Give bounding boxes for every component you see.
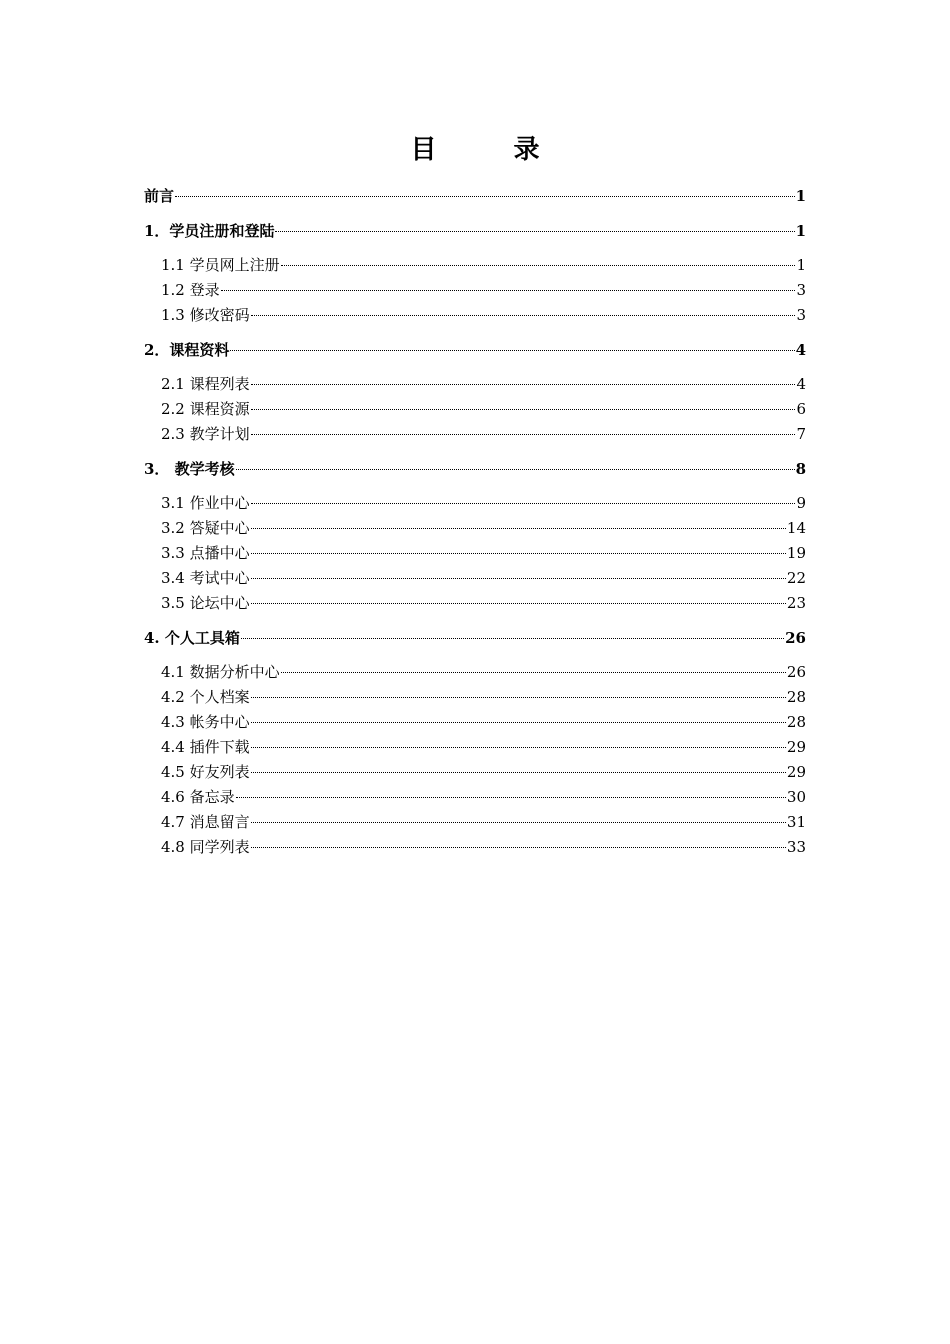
toc-section-entry[interactable]	[144, 710, 806, 735]
toc-entry-label: 3.5 论坛中心	[161, 594, 250, 612]
toc-section-entry[interactable]	[144, 491, 806, 516]
toc-page-number: 26	[786, 663, 806, 681]
dot-leader	[241, 638, 784, 639]
toc-section-entry[interactable]	[144, 835, 806, 860]
dot-leader	[251, 434, 796, 435]
dot-leader	[236, 797, 786, 798]
dot-leader	[251, 578, 786, 579]
dot-leader	[251, 722, 786, 723]
toc-page-number: 29	[786, 763, 806, 781]
dot-leader	[236, 469, 795, 470]
toc-entry-label: 1.2 登录	[161, 281, 220, 299]
toc-page-number: 3	[796, 306, 806, 324]
dot-leader	[221, 290, 796, 291]
toc-entry-label: 1.1 学员网上注册	[161, 256, 280, 274]
dot-leader	[251, 553, 786, 554]
toc-entry-label: 4.8 同学列表	[161, 838, 250, 856]
dot-leader	[251, 822, 786, 823]
dot-leader	[251, 697, 786, 698]
toc-page-number: 30	[786, 788, 806, 806]
toc-page-number: 29	[786, 738, 806, 756]
toc-section-entry[interactable]	[144, 785, 806, 810]
dot-leader	[275, 231, 794, 232]
toc-entry-label: 4. 个人工具箱	[144, 629, 240, 647]
toc-section-entry[interactable]	[144, 278, 806, 303]
toc-section-entry[interactable]	[144, 303, 806, 328]
dot-leader	[230, 350, 794, 351]
toc-page-number: 28	[786, 688, 806, 706]
toc-entry-label: 2.1 课程列表	[161, 375, 250, 393]
toc-entry-label: 1．学员注册和登陆	[144, 222, 275, 240]
toc-page-number: 26	[785, 629, 806, 647]
toc-page-number: 19	[786, 544, 806, 562]
toc-entry-label: 3.2 答疑中心	[161, 519, 250, 537]
dot-leader	[251, 847, 786, 848]
toc-entry-label: 4.3 帐务中心	[161, 713, 250, 731]
table-of-contents	[144, 184, 806, 860]
toc-page-number: 6	[796, 400, 806, 418]
dot-leader	[251, 315, 796, 316]
dot-leader	[251, 747, 786, 748]
toc-entry-label: 4.5 好友列表	[161, 763, 250, 781]
toc-chapter-entry[interactable]	[144, 219, 806, 244]
toc-page-number: 9	[796, 494, 806, 512]
toc-section-entry[interactable]	[144, 397, 806, 422]
toc-page-number: 4	[795, 341, 806, 359]
toc-entry-label: 1.3 修改密码	[161, 306, 250, 324]
toc-entry-label: 前言	[144, 187, 175, 205]
toc-page-number: 23	[786, 594, 806, 612]
toc-entry-label: 4.1 数据分析中心	[161, 663, 280, 681]
toc-section-entry[interactable]	[144, 810, 806, 835]
toc-entry-label: 4.4 插件下载	[161, 738, 250, 756]
toc-entry-label: 4.7 消息留言	[161, 813, 250, 831]
toc-section-entry[interactable]	[144, 566, 806, 591]
toc-page-number: 1	[795, 187, 806, 205]
toc-chapter-entry[interactable]	[144, 338, 806, 363]
dot-leader	[251, 384, 796, 385]
toc-section-entry[interactable]	[144, 660, 806, 685]
dot-leader	[251, 528, 786, 529]
toc-section-entry[interactable]	[144, 253, 806, 278]
dot-leader	[251, 503, 796, 504]
toc-chapter-entry[interactable]	[144, 626, 806, 651]
toc-entry-label: 2．课程资料	[144, 341, 230, 359]
toc-entry-label: 3． 教学考核	[144, 460, 235, 478]
toc-section-entry[interactable]	[144, 735, 806, 760]
dot-leader	[251, 409, 796, 410]
toc-section-entry[interactable]	[144, 422, 806, 447]
toc-entry-label: 2.2 课程资源	[161, 400, 250, 418]
toc-entry-label: 2.3 教学计划	[161, 425, 250, 443]
dot-leader	[175, 196, 795, 197]
toc-chapter-entry[interactable]	[144, 457, 806, 482]
toc-page-number: 1	[795, 222, 806, 240]
toc-section-entry[interactable]	[144, 516, 806, 541]
toc-page-number: 7	[796, 425, 806, 443]
dot-leader	[281, 265, 796, 266]
toc-section-entry[interactable]	[144, 591, 806, 616]
toc-page-number: 31	[786, 813, 806, 831]
toc-page-number: 4	[796, 375, 806, 393]
toc-section-entry[interactable]	[144, 541, 806, 566]
toc-entry-label: 3.3 点播中心	[161, 544, 250, 562]
toc-page-number: 33	[786, 838, 806, 856]
toc-chapter-entry[interactable]	[144, 184, 806, 209]
toc-entry-label: 3.4 考试中心	[161, 569, 250, 587]
toc-entry-label: 4.2 个人档案	[161, 688, 250, 706]
dot-leader	[281, 672, 786, 673]
page-title: 目 录	[410, 135, 574, 165]
toc-section-entry[interactable]	[144, 685, 806, 710]
toc-page-number: 14	[786, 519, 806, 537]
dot-leader	[251, 603, 786, 604]
toc-page-number: 22	[786, 569, 806, 587]
toc-entry-label: 3.1 作业中心	[161, 494, 250, 512]
toc-page-number: 8	[795, 460, 806, 478]
toc-entry-label: 4.6 备忘录	[161, 788, 235, 806]
toc-page-number: 1	[796, 256, 806, 274]
toc-section-entry[interactable]	[144, 372, 806, 397]
toc-section-entry[interactable]	[144, 760, 806, 785]
dot-leader	[251, 772, 786, 773]
toc-page-number: 3	[796, 281, 806, 299]
toc-page-number: 28	[786, 713, 806, 731]
